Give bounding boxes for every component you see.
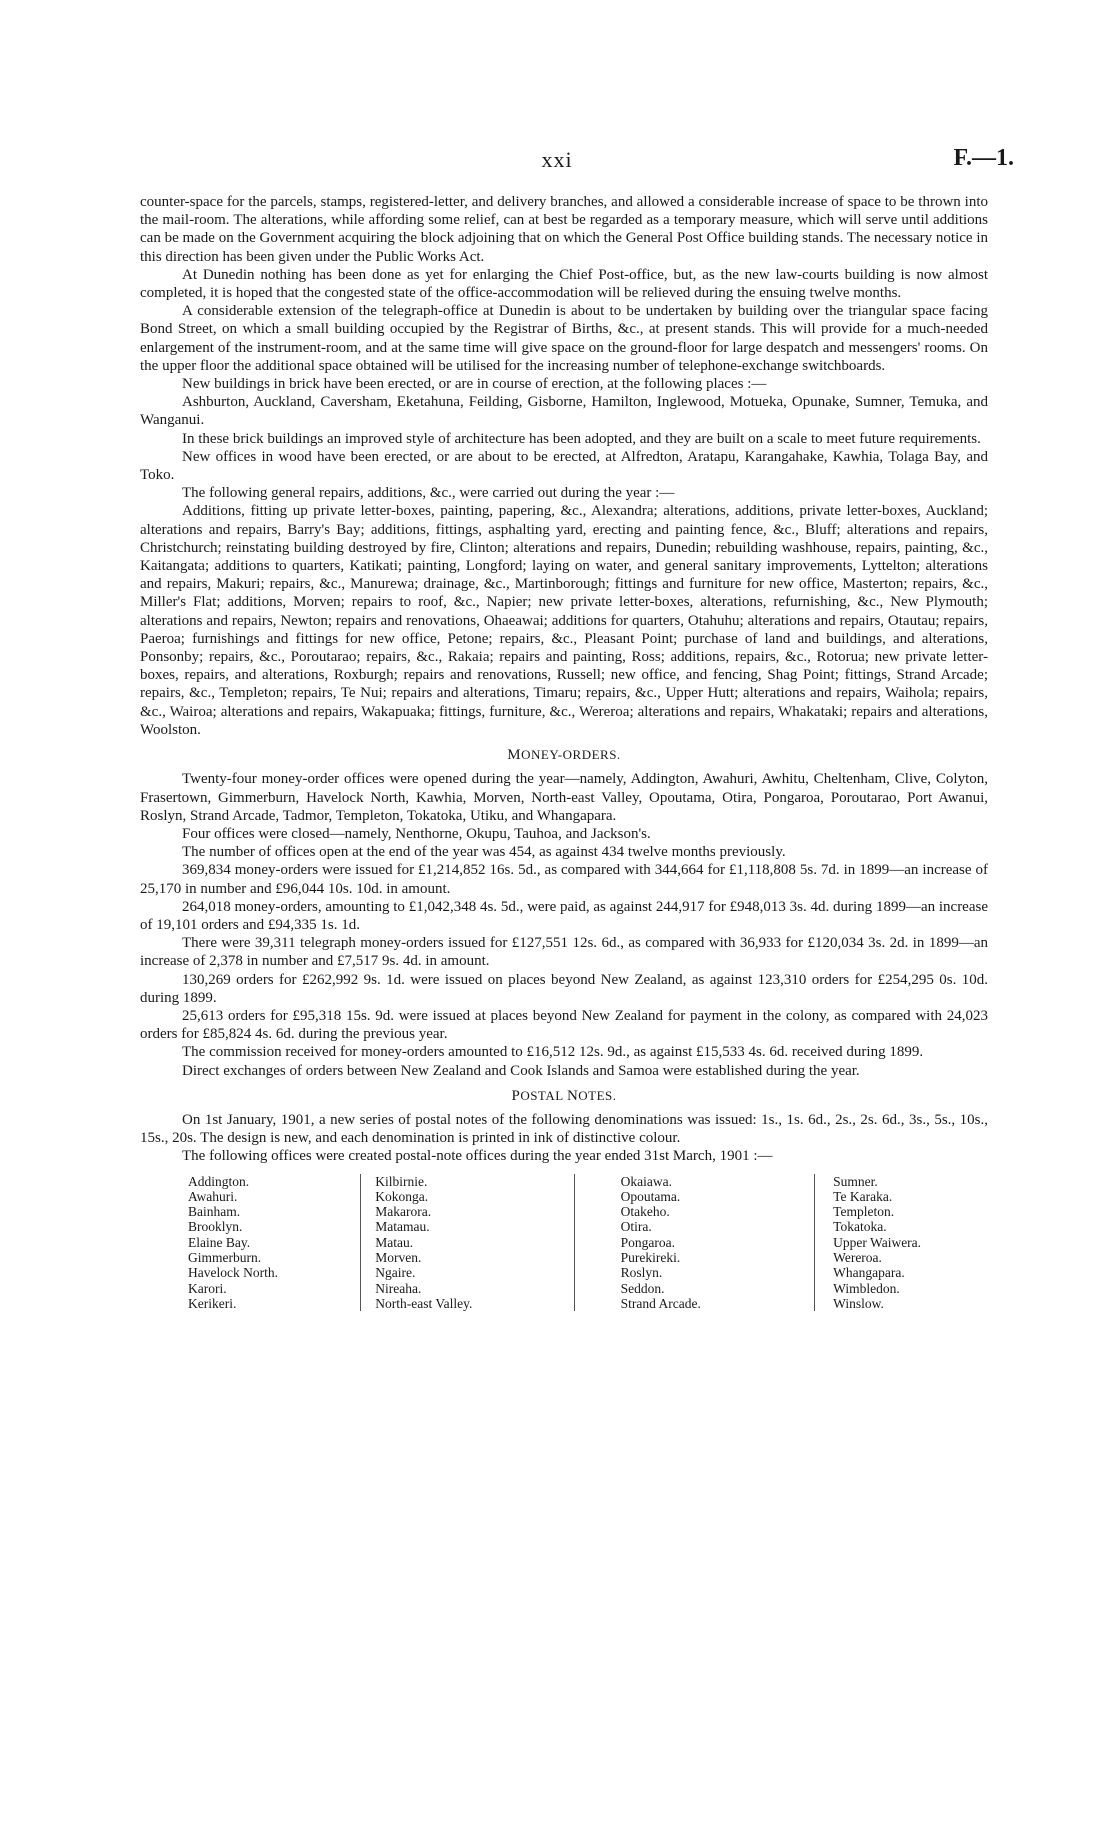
document-body (140, 193, 988, 1311)
list-item: Havelock North. (188, 1265, 278, 1281)
paragraph: In these brick buildings an improved style of architecture has been adopted, and they are built on a scale to meet future requirements. (182, 430, 981, 447)
office-column (140, 1174, 361, 1312)
paragraph: 264,018 money-orders, amounting to £1,042,348 4s. 5d., were paid, as against 244,917 for £948,013 3s. 4d. during 1899—an increase of 19,101 orders and £94,335 1s. 1d. (140, 898, 988, 933)
list-item: Nireaha. (375, 1280, 422, 1296)
list-item: Te Karaka. (833, 1188, 893, 1204)
list-item: Wereroa. (833, 1250, 882, 1266)
list-item: Pongaroa. (620, 1234, 675, 1250)
office-column (361, 1174, 574, 1312)
list-item: Brooklyn. (188, 1219, 243, 1235)
list-item: Gimmerburn. (188, 1250, 262, 1266)
paragraph: Twenty-four money-order offices were opened during the year—namely, Addington, Awahuri, Awhitu, Cheltenham, Clive, Colyton, Frasertown, Gimmerburn, Havelock North, Kawhia, Morven, North-east Valley, Opoutama, Otira, Pongaroa, Poroutarao, Port Awanui, Roslyn, Strand Arcade, Tadmor, Templeton, Tokatoka, Utiku, and Whangapara. (140, 771, 988, 824)
paragraph: On 1st January, 1901, a new series of postal notes of the following denominations was issued: 1s., 1s. 6d., 2s., 2s. 6d., 3s., 5s., 10s., 15s., 20s. The design is new, and each denomination is printed in ink of distinctive colour. (140, 1111, 988, 1147)
list-item: Strand Arcade. (620, 1295, 701, 1311)
paragraph: The commission received for money-orders amounted to £16,512 12s. 9d., as against £15,533 4s. 6d. received during 1899. (182, 1044, 924, 1061)
heading-initial: M (507, 747, 522, 764)
list-item: Matamau. (375, 1219, 430, 1235)
list-item: Opoutama. (620, 1188, 681, 1204)
paragraph: 369,834 money-orders were issued for £1,214,852 16s. 5d., as compared with 344,664 for £1,118,808 5s. 7d. in 1899—an increase of 25,170 in number and £96,044 10s. 10d. in amount. (140, 862, 988, 897)
heading-initial: N (566, 1087, 579, 1104)
list-item: Awahuri. (188, 1188, 238, 1204)
paragraph: There were 39,311 telegraph money-orders issued for £127,551 12s. 6d., as compared with 36,933 for £120,034 3s. 2d. in 1899—an increase of 2,378 in number and £7,517 9s. 4d. in amount. (140, 935, 988, 970)
paragraph: Four offices were closed—namely, Nenthorne, Okupu, Tauhoa, and Jackson's. (182, 825, 651, 842)
list-item: Karori. (188, 1280, 227, 1296)
list-item: Sumner. (833, 1173, 878, 1189)
heading-rest: ONEY-ORDERS. (521, 747, 621, 763)
paragraph: The following offices were created postal-note offices during the year ended 31st March, 1901 :— (182, 1148, 773, 1165)
paragraph: New offices in wood have been erected, or are about to be erected, at Alfredton, Aratapu, Karangahake, Kawhia, Tolaga Bay, and Toko. (140, 448, 988, 484)
list-item: Kerikeri. (188, 1295, 237, 1311)
section-heading-money-orders (140, 746, 988, 764)
paragraph: 130,269 orders for £262,992 9s. 1d. were issued on places beyond New Zealand, as against 123,310 orders for £254,295 0s. 10d. during 1899. (140, 971, 988, 1006)
section-heading-postal-notes (140, 1087, 988, 1105)
paragraph: Ashburton, Auckland, Caversham, Eketahuna, Feilding, Gisborne, Hamilton, Inglewood, Motueka, Opunake, Sumner, Temuka, and Wanganui. (140, 394, 988, 429)
list-item: Okaiawa. (620, 1173, 672, 1189)
heading-initial: P (511, 1087, 521, 1104)
paragraph: The following general repairs, additions, &c., were carried out during the year :— (182, 485, 675, 502)
list-item: Winslow. (833, 1295, 884, 1311)
list-item: Upper Waiwera. (833, 1234, 922, 1250)
list-item: Whangapara. (833, 1265, 905, 1281)
list-item: Matau. (375, 1234, 414, 1250)
list-item: Wimbledon. (833, 1280, 900, 1296)
list-item: Otira. (620, 1219, 652, 1235)
list-item: Makarora. (375, 1204, 432, 1220)
list-item: Roslyn. (620, 1265, 663, 1281)
paragraph: New buildings in brick have been erected, or are in course of erection, at the following places :— (182, 376, 767, 393)
page-number: xxi (541, 147, 573, 172)
office-column (815, 1174, 988, 1312)
list-item: Otakeho. (620, 1204, 670, 1220)
list-item: Seddon. (620, 1280, 665, 1296)
paragraph: counter-space for the parcels, stamps, registered-letter, and delivery branches, and allowed a considerable increase of space to be thrown into the mail-room. The alterations, while affording some relief, can at best be regarded as a temporary measure, which will serve until additions can be made on the Government acquiring the block adjoining that on which the General Post Office building stands. The necessary notice in this direction has been given under the Public Works Act. (140, 194, 988, 265)
paragraph: Direct exchanges of orders between New Zealand and Cook Islands and Samoa were established during the year. (182, 1062, 860, 1079)
postal-note-offices-list (140, 1174, 988, 1312)
list-item: Purekireki. (620, 1250, 681, 1266)
list-item: Addington. (188, 1173, 250, 1189)
office-column (575, 1174, 816, 1312)
paragraph: Additions, fitting up private letter-boxes, painting, papering, &c., Alexandra; alterations, additions, private letter-boxes, Auckland; alterations and repairs, Barry's Bay; additions, fittings, asphalting yard, erecting and painting fence, &c., Bluff; alterations and repairs, Christchurch; reinstating building destroyed by fire, Clinton; alterations and repairs, Dunedin; rebuilding washhouse, repairs, painting, &c., Kaitangata; additions to quarters, Katikati; painting, Longford; laying on water, and general sanitary improvements, Lyttelton; alterations and repairs, Makuri; repairs, &c., Manurewa; drainage, &c., Martinborough; fittings and furniture for new office, Masterton; repairs, &c., Miller's Flat; additions, Morven; repairs to roof, &c., Napier; new private letter-boxes, alterations, refurnishing, &c., New Plymouth; alterations and repairs, Newton; repairs and renovations, Ohaeawai; additions for quarters, Otahuhu; alterations and repairs, Otautau; repairs, Paeroa; furnishings and fittings for new office, Petone; repairs, &c., Pleasant Point; purchase of land and buildings, and alterations, Ponsonby; repairs, &c., Poroutarao; repairs, &c., Rakaia; repairs and painting, Ross; additions, repairs, &c., Rotorua; new private letter-boxes, repairs, and alterations, Roxburgh; repairs and renovations, Russell; new office, and fencing, Shag Point; fittings, Strand Arcade; repairs, &c., Templeton; repairs, Te Nui; repairs and alterations, Timaru; repairs, &c., Upper Hutt; alterations and repairs, Waihola; repairs, &c., Wairoa; alterations and repairs, Wakapuaka; fittings, furniture, &c., Wereroa; alterations and repairs, Whakataki; repairs and alterations, Woolston. (140, 503, 988, 738)
list-item: Kilbirnie. (375, 1173, 428, 1189)
heading-rest: OSTAL (520, 1087, 567, 1103)
paragraph: At Dunedin nothing has been done as yet for enlarging the Chief Post-office, but, as the new law-courts building is now almost completed, it is hoped that the congested state of the office-accommodation will be relieved during the ensuing twelve months. (140, 266, 988, 302)
list-item: Templeton. (833, 1204, 895, 1220)
paragraph: The number of offices open at the end of the year was 454, as against 434 twelve months previously. (182, 844, 786, 861)
document-reference: F.—1. (953, 145, 1014, 171)
list-item: Tokatoka. (833, 1219, 887, 1235)
paragraph: 25,613 orders for £95,318 15s. 9d. were issued at places beyond New Zealand for payment in the colony, as compared with 24,023 orders for £85,824 4s. 6d. during the previous year. (140, 1007, 988, 1043)
list-item: Kokonga. (375, 1188, 429, 1204)
list-item: North-east Valley. (375, 1295, 473, 1311)
paragraph: A considerable extension of the telegraph-office at Dunedin is about to be undertaken by building over the triangular space facing Bond Street, on which a small building occupied by the Registrar of Births, &c., at present stands. This will provide for a much-needed enlargement of the instrument-room, and at the same time will give space on the ground-floor for large despatch and messengers' rooms. On the upper floor the additional space obtained will be utilised for the increasing number of telephone-exchange switchboards. (140, 303, 988, 374)
list-item: Bainham. (188, 1204, 241, 1220)
heading-rest: OTES. (578, 1087, 617, 1103)
list-item: Elaine Bay. (188, 1234, 251, 1250)
list-item: Ngaire. (375, 1265, 416, 1281)
list-item: Morven. (375, 1250, 422, 1266)
